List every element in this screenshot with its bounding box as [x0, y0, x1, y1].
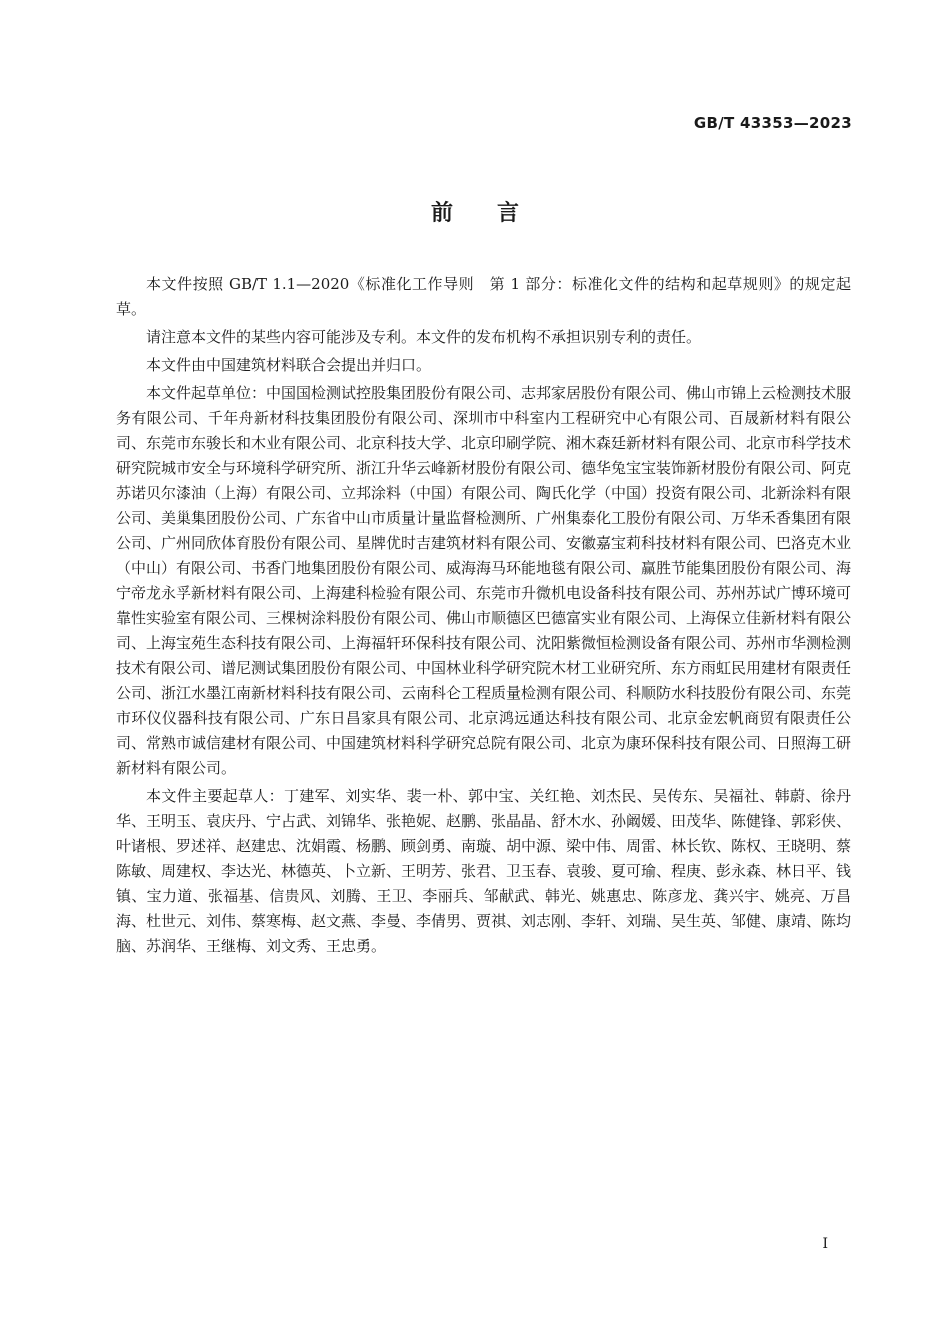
foreword-body — [116, 272, 851, 962]
page-title: 前言 — [430, 201, 563, 226]
paragraph-patent-notice: 请注意本文件的某些内容可能涉及专利。本文件的发布机构不承担识别专利的责任。 — [146, 328, 702, 346]
paragraph-proposer: 本文件由中国建筑材料联合会提出并归口。 — [146, 356, 432, 374]
paragraph-drafting-rules: 本文件按照 GB/T 1.1—2020《标准化工作导则 第 1 部分：标准化文件的结构和起草规则》的规定起草。 — [116, 275, 851, 318]
paragraph-drafting-units: 本文件起草单位：中国国检测试控股集团股份有限公司、志邦家居股份有限公司、佛山市锦上云检测技术服务有限公司、千年舟新材科技集团股份有限公司、深圳市中科室内工程研究中心有限公司、百晟新材料有限公司、东莞市东骏长和木业有限公司、北京科技大学、北京印刷学院、湘木森廷新材料有限公司、北京市科学技术研究院城市安全与环境科学研究所、浙江升华云峰新材股份有限公司、德华兔宝宝装饰新材股份有限公司、阿克苏诺贝尔漆油（上海）有限公司、立邦涂料（中国）有限公司、陶氏化学（中国）投资有限公司、北新涂料有限公司、美巢集团股份公司、广东省中山市质量计量监督检测所、广州集泰化工股份有限公司、万华禾香集团有限公司、广州同欣体育股份有限公司、星牌优时吉建筑材料有限公司、安徽嘉宝莉科技材料有限公司、巴洛克木业（中山）有限公司、书香门地集团股份有限公司、威海海马环能地毯有限公司、赢胜节能集团股份有限公司、海宁帝龙永孚新材料有限公司、上海建科检验有限公司、东莞市升微机电设备科技有限公司、苏州苏试广博环境可靠性实验室有限公司、三棵树涂料股份有限公司、佛山市顺德区巴德富实业有限公司、上海保立佳新材料有限公司、上海宝苑生态科技有限公司、上海福轩环保科技有限公司、沈阳紫微恒检测设备有限公司、苏州市华测检测技术有限公司、谱尼测试集团股份有限公司、中国林业科学研究院木材工业研究所、东方雨虹民用建材有限责任公司、浙江水墨江南新材料科技有限公司、云南科仑工程质量检测有限公司、科顺防水科技股份有限公司、东莞市环仪仪器科技有限公司、广东日昌家具有限公司、北京鸿远通达科技有限公司、北京金宏帆商贸有限责任公司、常熟市诚信建材有限公司、中国建筑材料科学研究总院有限公司、北京为康环保科技有限公司、日照海工研新材料有限公司。 — [116, 384, 852, 777]
paragraph-drafters: 本文件主要起草人：丁建军、刘实华、裴一朴、郭中宝、关红艳、刘杰民、吴传东、吴福社、韩蔚、徐丹华、王明玉、袁庆丹、宁占武、刘锦华、张艳妮、赵鹏、张晶晶、舒木水、孙阚媛、田茂华、陈健锋、郭彩侠、叶诸根、罗述祥、赵建忠、沈娟霞、杨鹏、顾剑勇、南璇、胡中源、梁中伟、周雷、林长钦、陈权、王晓明、蔡陈敏、周建权、李达光、林德英、卜立新、王明芳、张君、卫玉春、袁骏、夏可瑜、程庚、彭永森、林日平、钱镇、宝力道、张福基、信贵风、刘腾、王卫、李丽兵、邹献武、韩光、姚惠忠、陈彦龙、龚兴宇、姚亮、万昌海、杜世元、刘伟、蔡寒梅、赵文燕、李曼、李倩男、贾祺、刘志刚、李轩、刘瑞、吴生英、邹健、康靖、陈均脑、苏润华、王继梅、刘文秀、王忠勇。 — [116, 787, 852, 955]
standard-number: GB/T 43353—2023 — [693, 114, 852, 132]
page-number: I — [822, 1236, 828, 1252]
